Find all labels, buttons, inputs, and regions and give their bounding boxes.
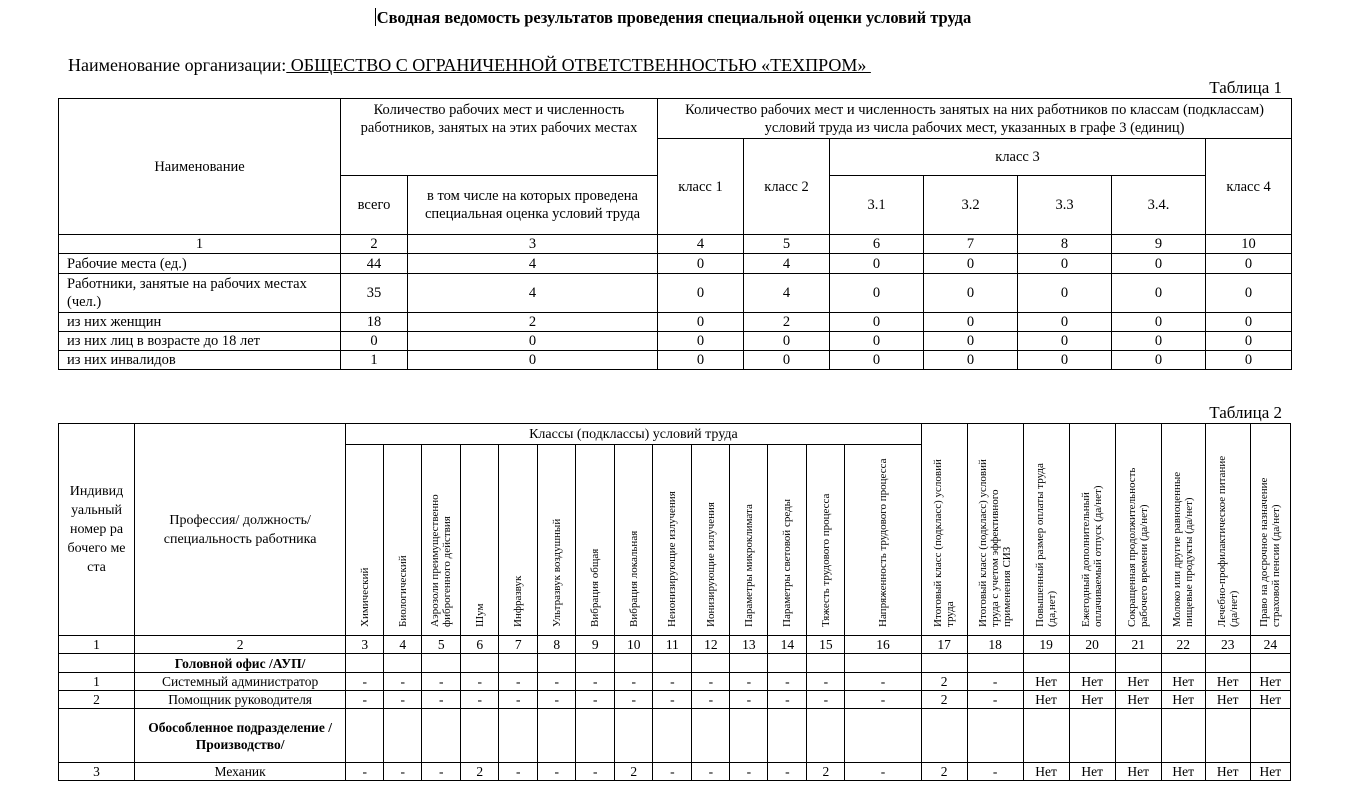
table-cell: - [538, 673, 576, 691]
summary-table [58, 98, 1292, 370]
table-cell: 0 [658, 254, 744, 274]
table-cell: - [845, 673, 921, 691]
column-number: 14 [768, 636, 807, 654]
table-cell: Нет [1161, 673, 1205, 691]
table-cell: 0 [341, 332, 408, 351]
column-number: 9 [1112, 235, 1206, 254]
table-cell: 0 [1206, 313, 1292, 332]
table-cell: 0 [830, 332, 924, 351]
column-header-text: Ультразвук воздушный [550, 518, 563, 627]
table-cell: 0 [924, 332, 1018, 351]
table-row [59, 332, 1292, 351]
column-number: 18 [967, 636, 1023, 654]
table-cell: 0 [1112, 313, 1206, 332]
organization-line [68, 55, 871, 76]
table-cell: Нет [1069, 673, 1115, 691]
table-cell: 0 [1018, 274, 1112, 313]
organization-label: Наименование организации: [68, 55, 287, 75]
table-row [59, 313, 1292, 332]
table-cell: - [576, 691, 615, 709]
t1-header-class3: класс 3 [830, 139, 1206, 176]
table-cell: - [538, 691, 576, 709]
table-cell: 0 [658, 274, 744, 313]
table-row [59, 691, 1291, 709]
table-cell: - [967, 691, 1023, 709]
column-header-text: Вибрация локальная [627, 530, 640, 627]
table-cell: 0 [658, 332, 744, 351]
table-cell: 2 [59, 691, 135, 709]
table-cell: 0 [830, 313, 924, 332]
table-row [59, 673, 1291, 691]
t1-header-3-2: 3.2 [924, 176, 1018, 235]
table-cell: Нет [1205, 763, 1250, 781]
column-number: 3 [408, 235, 658, 254]
column-number: 6 [830, 235, 924, 254]
column-number: 23 [1205, 636, 1250, 654]
column-number: 13 [730, 636, 768, 654]
column-number: 7 [499, 636, 538, 654]
table-cell: 1 [341, 351, 408, 370]
table-cell: Нет [1161, 763, 1205, 781]
table-cell: 0 [1018, 351, 1112, 370]
column-number: 19 [1023, 636, 1069, 654]
column-header-text: Повышенный размер оплаты труда (да,нет) [1034, 463, 1059, 627]
column-header [845, 445, 921, 636]
column-header-text: Химический [358, 567, 371, 627]
table-cell: 2 [408, 313, 658, 332]
table-cell: 0 [1112, 351, 1206, 370]
t1-header-name: Наименование [59, 99, 341, 235]
table-cell: Нет [1205, 673, 1250, 691]
column-number: 9 [576, 636, 615, 654]
t1-header-3-1: 3.1 [830, 176, 924, 235]
table-cell: - [653, 691, 692, 709]
table-cell: 1 [59, 673, 135, 691]
column-number: 8 [1018, 235, 1112, 254]
column-header [692, 445, 730, 636]
table-cell: - [346, 763, 384, 781]
column-header-text: Право на досрочное назначение страховой пенсии (да/нет) [1258, 477, 1283, 627]
table-cell: 0 [1206, 332, 1292, 351]
column-number: 17 [921, 636, 967, 654]
column-number: 11 [653, 636, 692, 654]
column-number: 10 [615, 636, 653, 654]
column-number: 1 [59, 636, 135, 654]
column-header-text: Итоговый класс (подкласс) условий труда с учетом эффективного применения СИЗ [977, 459, 1014, 627]
table-cell: - [384, 763, 422, 781]
table-cell: 0 [830, 351, 924, 370]
column-number: 21 [1115, 636, 1161, 654]
column-header [768, 445, 807, 636]
column-header-text: Инфразвук [512, 575, 525, 627]
column-header [807, 445, 845, 636]
table-cell: 0 [658, 351, 744, 370]
table-cell: - [422, 673, 461, 691]
t2-header-classes: Классы (подклассы) условий труда [346, 424, 921, 445]
table-cell: - [461, 691, 499, 709]
table-cell: 0 [1018, 332, 1112, 351]
t1-header-class1: класс 1 [658, 139, 744, 235]
column-header-text: Аэрозоли преимущественно фиброгенного действия [429, 494, 454, 627]
table-cell: - [615, 691, 653, 709]
table-cell: 44 [341, 254, 408, 274]
column-header-text: Параметры микроклимата [742, 504, 755, 627]
column-header [921, 424, 967, 636]
column-header [1161, 424, 1205, 636]
table-cell: - [576, 763, 615, 781]
column-header-text: Биологический [396, 555, 409, 627]
row-label: из них женщин [59, 313, 341, 332]
table-cell: 0 [408, 351, 658, 370]
column-header-text: Лечебно-профилактическое питание (да/нет) [1215, 455, 1240, 627]
table-cell: Нет [1115, 691, 1161, 709]
column-header [346, 445, 384, 636]
organization-name: ОБЩЕСТВО С ОГРАНИЧЕННОЙ ОТВЕТСТВЕННОСТЬЮ «ТЕХПРОМ» [286, 55, 871, 75]
table-cell: 2 [615, 763, 653, 781]
table-row [59, 254, 1292, 274]
table-cell: 4 [744, 274, 830, 313]
table-cell: - [615, 673, 653, 691]
column-number: 5 [744, 235, 830, 254]
table-cell: 0 [1206, 254, 1292, 274]
column-number: 24 [1250, 636, 1290, 654]
column-header-text: Итоговый класс (подкласс) условий труда [932, 459, 957, 627]
column-header [967, 424, 1023, 636]
table-cell: - [967, 673, 1023, 691]
t1-header-class4: класс 4 [1206, 139, 1292, 235]
column-header [730, 445, 768, 636]
table-cell: 2 [921, 763, 967, 781]
table-cell: - [422, 691, 461, 709]
table-cell: - [730, 763, 768, 781]
column-number: 6 [461, 636, 499, 654]
table-cell: 0 [1018, 254, 1112, 274]
column-header-text: Молоко или другие равноценные пищевые продукты (да/нет) [1171, 471, 1196, 627]
table-cell: 0 [830, 254, 924, 274]
table-cell: 0 [924, 313, 1018, 332]
table-cell: 0 [1018, 313, 1112, 332]
table-cell: - [768, 691, 807, 709]
profession-name: Механик [135, 763, 346, 781]
table-cell: - [768, 763, 807, 781]
t2-column-numbers [59, 636, 1291, 654]
table-cell: - [692, 673, 730, 691]
table-row [59, 351, 1292, 370]
t1-column-numbers [59, 235, 1292, 254]
table-cell: - [807, 673, 845, 691]
table-cell: Нет [1250, 691, 1290, 709]
table-cell: - [384, 673, 422, 691]
column-header-text: Неионизирующие излучения [666, 491, 679, 627]
table-cell: Нет [1023, 691, 1069, 709]
t1-header-classes: Количество рабочих мест и численность занятых на них работников по классам (подклассам) условий труда из числа рабочих мест, указанных в графе 3 (единиц) [658, 99, 1292, 139]
table-cell: 0 [830, 274, 924, 313]
workplaces-table [58, 423, 1291, 781]
document-title [0, 8, 1346, 28]
column-number: 15 [807, 636, 845, 654]
table-cell: 4 [408, 274, 658, 313]
profession-name: Помощник руководителя [135, 691, 346, 709]
column-header-text: Параметры световой среды [781, 498, 794, 627]
table-cell: - [807, 691, 845, 709]
column-header-text: Сокращенная продолжительность рабочего времени (да/нет) [1126, 467, 1151, 627]
column-header [1069, 424, 1115, 636]
table-cell: - [422, 763, 461, 781]
table-cell: - [346, 673, 384, 691]
table-cell: 0 [658, 313, 744, 332]
table-cell: 3 [59, 763, 135, 781]
section-row [59, 654, 1291, 673]
column-header [615, 445, 653, 636]
column-number: 20 [1069, 636, 1115, 654]
table1-caption: Таблица 1 [1209, 78, 1282, 97]
table-cell: 2 [921, 673, 967, 691]
table-cell: 2 [461, 763, 499, 781]
column-header-text: Ежегодный дополнительный оплачиваемый отпуск (да/нет) [1080, 485, 1105, 627]
column-header [499, 445, 538, 636]
t1-header-total: всего [341, 176, 408, 235]
column-number: 1 [59, 235, 341, 254]
table-cell: Нет [1250, 673, 1290, 691]
table-cell: 4 [744, 254, 830, 274]
table-cell: 0 [744, 351, 830, 370]
table-row [59, 274, 1292, 313]
table-cell: - [538, 763, 576, 781]
table-cell: - [499, 673, 538, 691]
column-header [1250, 424, 1290, 636]
column-number: 12 [692, 636, 730, 654]
t1-header-assessed: в том числе на которых проведена специальная оценка условий труда [408, 176, 658, 235]
column-header [538, 445, 576, 636]
table-cell: 35 [341, 274, 408, 313]
table-cell: Нет [1115, 763, 1161, 781]
table-cell: - [692, 691, 730, 709]
table-cell: - [730, 691, 768, 709]
column-header [576, 445, 615, 636]
column-number: 2 [341, 235, 408, 254]
table-cell: 0 [1112, 254, 1206, 274]
t2-header-id: Индивидуальный номер рабочего места [59, 424, 135, 636]
table-cell: - [845, 763, 921, 781]
column-header [384, 445, 422, 636]
t1-header-3-3: 3.3 [1018, 176, 1112, 235]
table-cell: - [967, 763, 1023, 781]
table-cell: 0 [744, 332, 830, 351]
column-header [461, 445, 499, 636]
table-cell: 0 [924, 351, 1018, 370]
column-header-text: Напряженность трудового процесса [876, 458, 889, 627]
column-number: 4 [384, 636, 422, 654]
table-cell: - [499, 691, 538, 709]
table-cell: - [576, 673, 615, 691]
row-label: Работники, занятые на рабочих местах (чел.) [59, 274, 341, 313]
section-title: Головной офис /АУП/ [135, 654, 346, 673]
text-cursor [375, 8, 376, 26]
table-cell: Нет [1205, 691, 1250, 709]
row-label: Рабочие места (ед.) [59, 254, 341, 274]
section-row [59, 709, 1291, 763]
table-cell: 0 [924, 254, 1018, 274]
table-cell: Нет [1023, 763, 1069, 781]
column-header-text: Тяжесть трудового процесса [819, 493, 832, 627]
table-row [59, 763, 1291, 781]
column-number: 3 [346, 636, 384, 654]
t1-header-class2: класс 2 [744, 139, 830, 235]
table-cell: Нет [1161, 691, 1205, 709]
column-number: 5 [422, 636, 461, 654]
row-label: из них инвалидов [59, 351, 341, 370]
column-number: 2 [135, 636, 346, 654]
table-cell: Нет [1115, 673, 1161, 691]
column-header-text: Ионизирующие излучения [704, 502, 717, 627]
table-cell: Нет [1069, 691, 1115, 709]
table-cell: 0 [1206, 274, 1292, 313]
profession-name: Системный администратор [135, 673, 346, 691]
column-number: 8 [538, 636, 576, 654]
table-cell: 2 [807, 763, 845, 781]
column-header [653, 445, 692, 636]
table-cell: 0 [1112, 332, 1206, 351]
column-header [1115, 424, 1161, 636]
table-cell: - [346, 691, 384, 709]
table-cell: - [499, 763, 538, 781]
column-number: 7 [924, 235, 1018, 254]
table-cell: - [768, 673, 807, 691]
table-cell: 2 [744, 313, 830, 332]
t1-header-3-4: 3.4. [1112, 176, 1206, 235]
table-cell: 0 [1112, 274, 1206, 313]
table-cell: - [692, 763, 730, 781]
table-cell: 18 [341, 313, 408, 332]
table2-caption: Таблица 2 [1209, 403, 1282, 422]
table-cell: Нет [1023, 673, 1069, 691]
column-header [1205, 424, 1250, 636]
column-number: 4 [658, 235, 744, 254]
column-header [1023, 424, 1069, 636]
table-cell: - [384, 691, 422, 709]
column-header-text: Шум [473, 603, 486, 627]
column-number: 10 [1206, 235, 1292, 254]
column-number: 22 [1161, 636, 1205, 654]
table-cell: - [461, 673, 499, 691]
table-cell: - [653, 763, 692, 781]
document-title-text: Сводная ведомость результатов проведения специальной оценки условий труда [376, 8, 972, 27]
table-cell: 0 [924, 274, 1018, 313]
column-header-text: Вибрация общая [589, 548, 602, 627]
table-cell: - [845, 691, 921, 709]
column-header [422, 445, 461, 636]
section-title: Обособленное подразделение /Производство/ [135, 709, 346, 763]
table-cell: Нет [1069, 763, 1115, 781]
table-cell: - [653, 673, 692, 691]
table-cell: 2 [921, 691, 967, 709]
row-label: из них лиц в возрасте до 18 лет [59, 332, 341, 351]
table-cell: - [730, 673, 768, 691]
table-cell: Нет [1250, 763, 1290, 781]
column-number: 16 [845, 636, 921, 654]
table-cell: 4 [408, 254, 658, 274]
table-cell: 0 [408, 332, 658, 351]
t2-header-profession: Профессия/ должность/ специальность работника [135, 424, 346, 636]
table-cell: 0 [1206, 351, 1292, 370]
t1-header-workplaces: Количество рабочих мест и численность работников, занятых на этих рабочих местах [341, 99, 658, 176]
